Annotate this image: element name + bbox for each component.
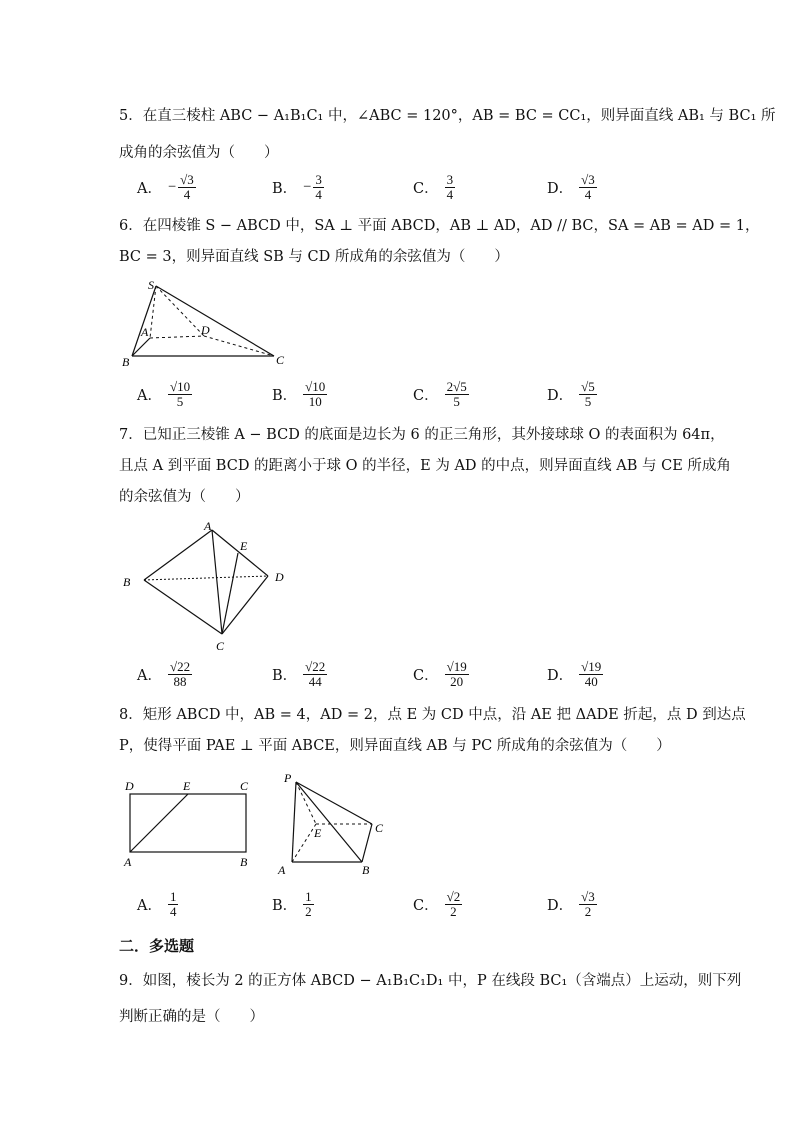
- q5-option-c[interactable]: [413, 173, 455, 202]
- q6-option-a[interactable]: [137, 380, 192, 409]
- q5-stem-line1: 5．在直三棱柱 ABC − A₁B₁C₁ 中，∠ABC = 120°，AB = BC = CC₁，则异面直线 AB₁ 与 BC₁ 所: [119, 108, 776, 124]
- option-fraction: [579, 380, 597, 409]
- fraction-denominator: 2: [450, 904, 457, 919]
- fraction-numerator: √22: [305, 659, 326, 674]
- label-s: S: [148, 278, 154, 292]
- q6-stem-line2: BC = 3，则异面直线 SB 与 CD 所成角的余弦值为（ ）: [119, 249, 509, 265]
- option-fraction: [303, 890, 314, 919]
- option-label: B．: [272, 181, 298, 197]
- edge-pb: [296, 782, 362, 862]
- q5-option-d[interactable]: [547, 173, 597, 202]
- label-c: C: [375, 821, 384, 835]
- q5-option-a[interactable]: [137, 173, 196, 202]
- q8-stem-line1: 8．矩形 ABCD 中，AB = 4，AD = 2，点 E 为 CD 中点，沿 AE 把 ΔADE 折起，点 D 到达点: [119, 707, 746, 723]
- option-label: D．: [547, 388, 574, 404]
- label-b: B: [240, 855, 248, 869]
- fraction-denominator: 5: [584, 394, 592, 409]
- q5-stem-line2: 成角的余弦值为（ ）: [119, 145, 279, 161]
- option-sign: −: [303, 179, 312, 195]
- fraction-denominator: 4: [446, 187, 454, 202]
- q6-pyramid-figure: [118, 278, 290, 370]
- fraction-denominator: 2: [305, 904, 312, 919]
- q7-stem-line3: 的余弦值为（ ）: [119, 489, 250, 505]
- edge-sc: [156, 286, 274, 356]
- fraction-denominator: 44: [308, 674, 322, 689]
- q7-pyramid-figure: [118, 516, 298, 654]
- label-b: B: [122, 355, 130, 369]
- label-d: D: [275, 570, 284, 584]
- q8-option-c[interactable]: [413, 890, 462, 919]
- q7-option-b[interactable]: [272, 660, 327, 689]
- option-label: A．: [137, 898, 162, 914]
- edge-ad: [150, 336, 204, 338]
- q8-option-b[interactable]: [272, 890, 314, 919]
- edge-pc: [296, 782, 372, 824]
- option-fraction: [303, 660, 327, 689]
- q8-folded-figure: [274, 766, 404, 880]
- label-e: E: [314, 826, 322, 840]
- option-label: D．: [547, 898, 574, 914]
- fraction-denominator: 4: [183, 187, 191, 202]
- edge-sd: [156, 286, 204, 336]
- fraction-numerator: √10: [169, 379, 191, 394]
- segment-ce: [222, 553, 238, 634]
- option-fraction: [445, 660, 469, 689]
- q6-option-c[interactable]: [413, 380, 469, 409]
- option-fraction: [313, 173, 324, 202]
- option-fraction: [579, 660, 603, 689]
- option-sign: −: [167, 179, 177, 195]
- option-label: A．: [137, 668, 162, 684]
- edge-ad: [212, 530, 268, 576]
- option-label: B．: [272, 668, 298, 684]
- option-label: A．: [137, 181, 162, 197]
- section-heading-multi-choice: 二．多选题: [119, 937, 195, 955]
- fraction-numerator: √22: [169, 659, 191, 674]
- option-fraction: [445, 173, 456, 202]
- label-d: D: [201, 323, 210, 337]
- q8-option-a[interactable]: [137, 890, 178, 919]
- fraction-numerator: 1: [169, 889, 177, 904]
- label-a: A: [278, 863, 286, 877]
- option-label: B．: [272, 898, 298, 914]
- label-e: E: [183, 779, 191, 793]
- q7-stem-line1: 7．已知正三棱锥 A − BCD 的底面是边长为 6 的正三角形，其外接球球 O 的表面积为 64π，: [119, 427, 725, 443]
- fraction-numerator: √3: [180, 172, 194, 187]
- q6-stem-line1: 6．在四棱锥 S − ABCD 中，SA ⊥ 平面 ABCD，AB ⊥ AD，AD // BC，SA = AB = AD = 1，: [119, 218, 760, 234]
- fraction-denominator: 5: [453, 394, 460, 409]
- edge-ac: [212, 530, 222, 634]
- label-a: A: [204, 519, 212, 533]
- fraction-numerator: 1: [305, 889, 312, 904]
- fraction-numerator: √19: [446, 659, 467, 674]
- option-fraction: [168, 890, 179, 919]
- q9-stem-line1: 9．如图，棱长为 2 的正方体 ABCD − A₁B₁C₁D₁ 中，P 在线段 BC₁（含端点）上运动，则下列: [119, 973, 742, 989]
- fraction-numerator: √19: [581, 659, 602, 674]
- fraction-numerator: 2√5: [446, 379, 467, 394]
- fraction-numerator: 3: [446, 172, 454, 187]
- option-fraction: [178, 173, 196, 202]
- label-c: C: [240, 779, 249, 793]
- q8-stem-line2: P，使得平面 PAE ⊥ 平面 ABCE，则异面直线 AB 与 PC 所成角的余弦值为（ ）: [119, 738, 671, 754]
- option-fraction: [168, 660, 192, 689]
- edge-dc: [222, 576, 268, 634]
- label-d: D: [125, 779, 134, 793]
- option-label: C．: [413, 898, 439, 914]
- label-b: B: [362, 863, 370, 877]
- label-b: B: [123, 575, 131, 589]
- option-label: C．: [413, 388, 439, 404]
- label-p: P: [284, 771, 292, 785]
- option-fraction: [445, 890, 463, 919]
- label-a: A: [124, 855, 132, 869]
- option-label: B．: [272, 388, 298, 404]
- segment-ae: [130, 794, 188, 852]
- q9-stem-line2: 判断正确的是（ ）: [119, 1009, 264, 1025]
- fraction-numerator: √5: [581, 379, 595, 394]
- fraction-denominator: 5: [176, 394, 184, 409]
- fraction-denominator: 4: [584, 187, 592, 202]
- label-c: C: [216, 639, 225, 653]
- q6-option-d[interactable]: [547, 380, 597, 409]
- edge-bd: [144, 576, 268, 580]
- fraction-denominator: 20: [450, 674, 464, 689]
- edge-ab: [144, 530, 212, 580]
- option-label: C．: [413, 668, 439, 684]
- option-fraction: [303, 380, 327, 409]
- q7-option-c[interactable]: [413, 660, 469, 689]
- option-label: A．: [137, 388, 162, 404]
- edge-bc: [362, 824, 372, 862]
- option-label: D．: [547, 181, 574, 197]
- edge-sb: [132, 286, 156, 356]
- option-label: D．: [547, 668, 574, 684]
- fraction-denominator: 2: [584, 904, 592, 919]
- fraction-denominator: 10: [308, 394, 322, 409]
- label-a: A: [141, 325, 149, 339]
- q7-option-a[interactable]: [137, 660, 192, 689]
- edge-pa: [292, 782, 296, 862]
- option-fraction: [445, 380, 469, 409]
- fraction-numerator: √10: [305, 379, 326, 394]
- edge-dc: [204, 336, 274, 356]
- rectangle-abcd: [130, 794, 246, 852]
- label-e: E: [240, 539, 248, 553]
- q7-option-d[interactable]: [547, 660, 603, 689]
- fraction-denominator: 88: [173, 674, 187, 689]
- edge-bc: [144, 580, 222, 634]
- edge-ae: [292, 824, 316, 862]
- q8-rectangle-figure: [118, 772, 258, 872]
- fraction-numerator: √2: [446, 889, 461, 904]
- fraction-denominator: 4: [169, 904, 177, 919]
- q6-option-b[interactable]: [272, 380, 327, 409]
- fraction-denominator: 4: [315, 187, 322, 202]
- option-fraction: [168, 380, 192, 409]
- option-fraction: [579, 173, 597, 202]
- fraction-numerator: 3: [315, 172, 322, 187]
- option-label: C．: [413, 181, 439, 197]
- fraction-denominator: 40: [584, 674, 598, 689]
- option-fraction: [579, 890, 597, 919]
- q8-option-d[interactable]: [547, 890, 597, 919]
- fraction-numerator: √3: [581, 172, 595, 187]
- label-c: C: [276, 353, 285, 367]
- q5-option-b[interactable]: [272, 173, 324, 202]
- q7-stem-line2: 且点 A 到平面 BCD 的距离小于球 O 的半径，E 为 AD 的中点，则异面直线 AB 与 CE 所成角: [119, 458, 731, 474]
- fraction-numerator: √3: [581, 889, 595, 904]
